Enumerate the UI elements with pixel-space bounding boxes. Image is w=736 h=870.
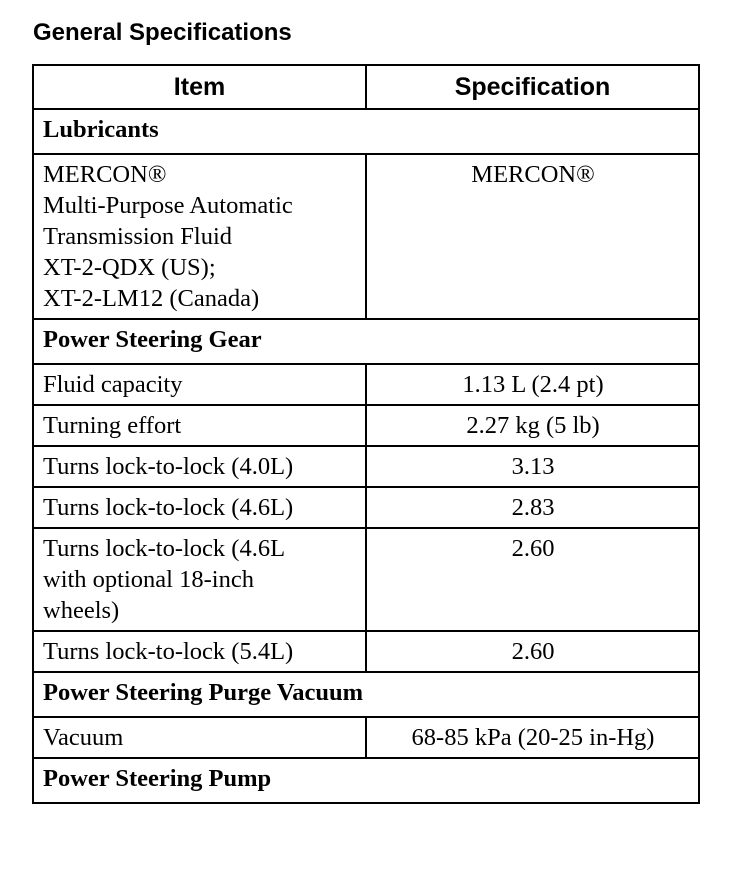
item-cell: Fluid capacity	[33, 364, 366, 405]
item-line: MERCON®	[43, 161, 167, 188]
table-row	[33, 405, 699, 446]
item-line: Multi-Purpose Automatic	[43, 192, 293, 219]
spec-cell: MERCON®	[366, 154, 699, 319]
table-header-row	[33, 65, 699, 109]
item-cell: Turns lock-to-lock (4.0L)	[33, 446, 366, 487]
item-line: wheels)	[43, 597, 120, 624]
section-row	[33, 319, 699, 364]
section-heading-power-steering-pump: Power Steering Pump	[33, 758, 699, 803]
section-row	[33, 109, 699, 154]
item-cell	[33, 154, 366, 319]
section-heading-power-steering-purge-vacuum: Power Steering Purge Vacuum	[33, 672, 699, 717]
spec-cell: 2.83	[366, 487, 699, 528]
table-row	[33, 487, 699, 528]
section-heading-lubricants: Lubricants	[33, 109, 699, 154]
spec-cell: 2.60	[366, 528, 699, 631]
item-cell: Turns lock-to-lock (4.6L)	[33, 487, 366, 528]
item-cell: Vacuum	[33, 717, 366, 758]
spec-cell: 2.27 kg (5 lb)	[366, 405, 699, 446]
table-row	[33, 154, 699, 319]
item-cell: Turns lock-to-lock (5.4L)	[33, 631, 366, 672]
item-line: Turns lock-to-lock (4.6L	[43, 535, 286, 562]
page-title: General Specifications	[33, 19, 292, 46]
spec-cell: 3.13	[366, 446, 699, 487]
table-row	[33, 528, 699, 631]
section-row	[33, 672, 699, 717]
item-line: XT-2-QDX (US);	[43, 254, 216, 281]
table-row	[33, 446, 699, 487]
item-cell: Turning effort	[33, 405, 366, 446]
column-header-specification: Specification	[366, 65, 699, 109]
item-line: Transmission Fluid	[43, 223, 233, 250]
table-row	[33, 631, 699, 672]
item-line: with optional 18-inch	[43, 566, 254, 593]
spec-cell: 1.13 L (2.4 pt)	[366, 364, 699, 405]
column-header-item: Item	[33, 65, 366, 109]
table-row	[33, 364, 699, 405]
spec-cell: 68-85 kPa (20-25 in-Hg)	[366, 717, 699, 758]
general-specifications-table	[32, 64, 700, 804]
section-heading-power-steering-gear: Power Steering Gear	[33, 319, 699, 364]
item-cell	[33, 528, 366, 631]
item-line: XT-2-LM12 (Canada)	[43, 285, 260, 312]
spec-cell: 2.60	[366, 631, 699, 672]
table-row	[33, 717, 699, 758]
section-row	[33, 758, 699, 803]
